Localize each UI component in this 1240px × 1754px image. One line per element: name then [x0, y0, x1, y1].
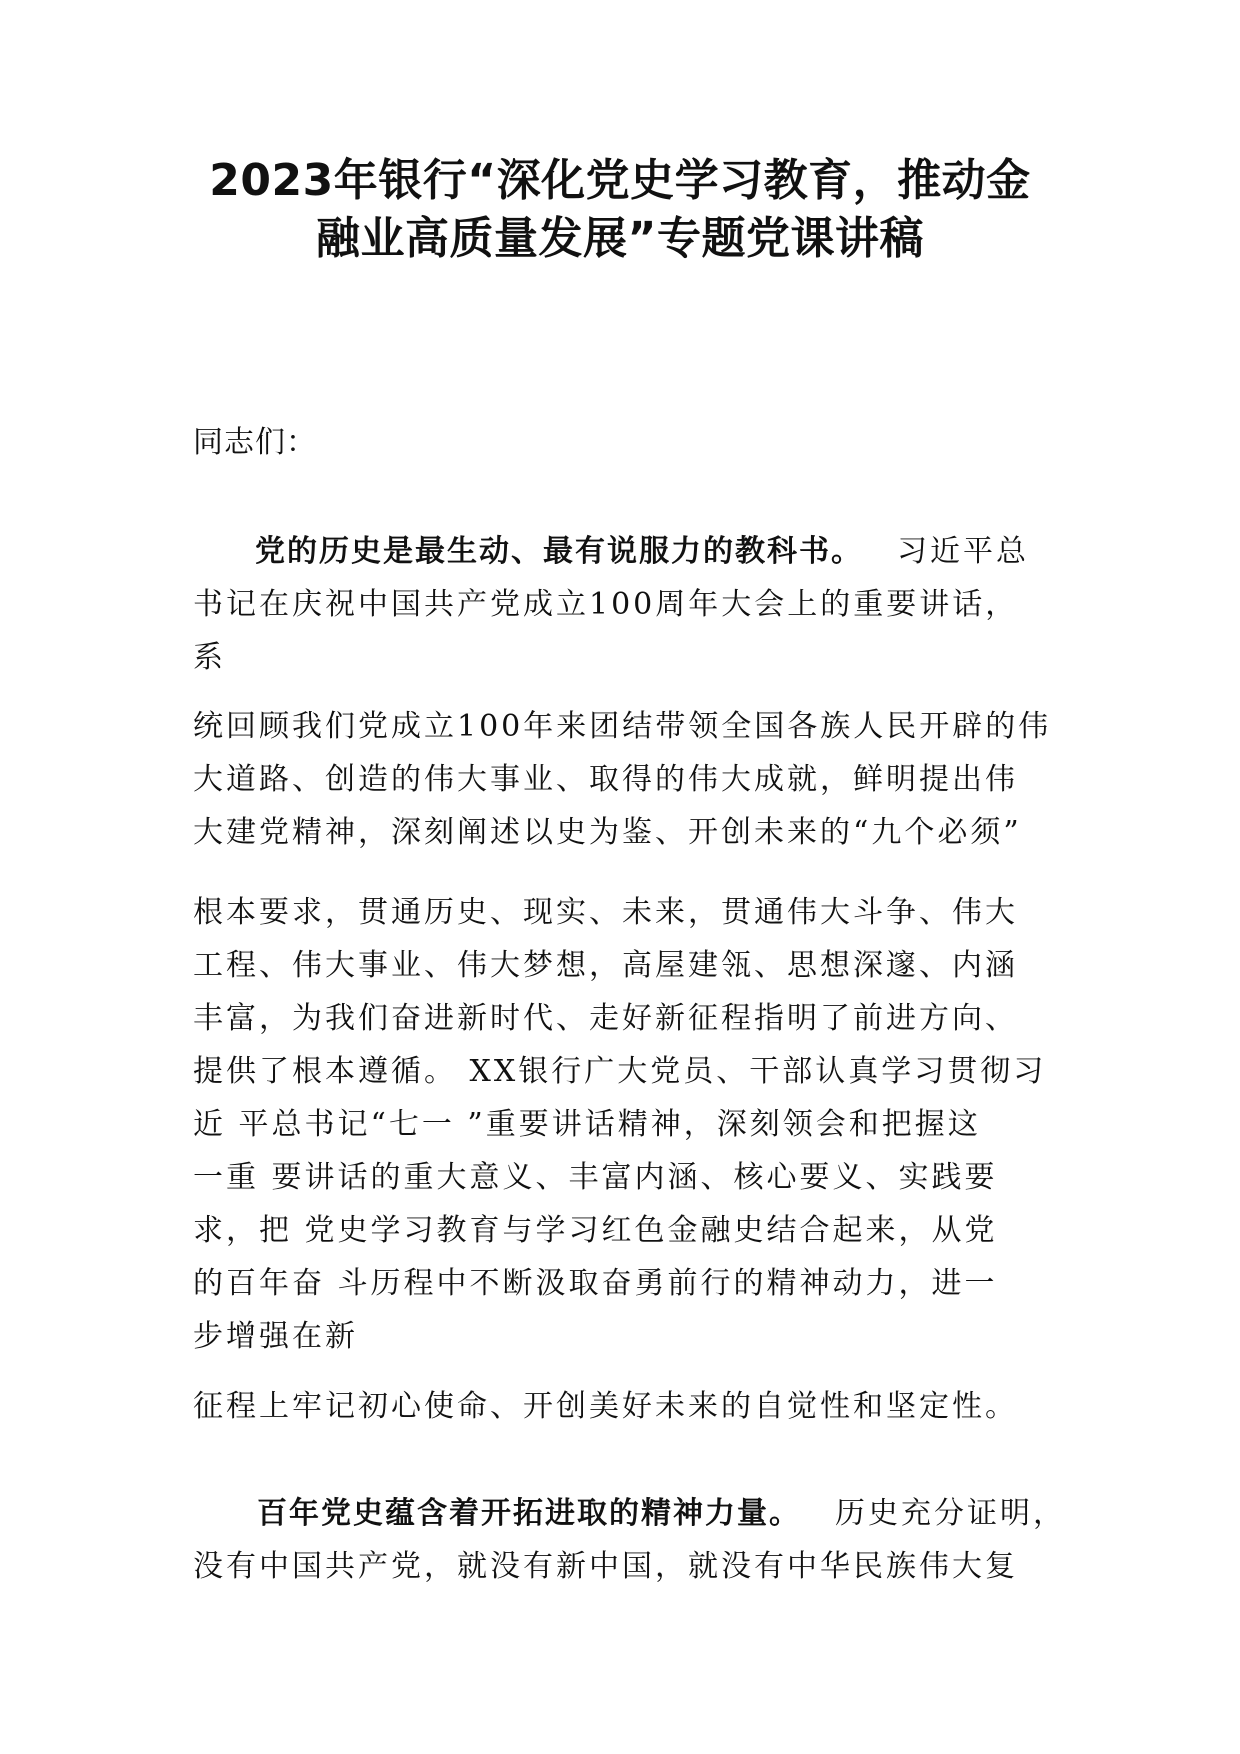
- paragraph-1-line-7: 根本要求，贯通历史、现实、未来，贯通伟大斗争、伟大: [193, 895, 1018, 930]
- salutation: 同志们：: [193, 425, 317, 460]
- paragraph-1-line-3: 系: [193, 640, 226, 675]
- paragraph-1-line-2: 书记在庆祝中国共产党成立100周年大会上的重要讲话，: [193, 587, 1019, 622]
- paragraph-1-line-12: 一重 要讲话的重大意义、丰富内涵、核心要义、实践要: [193, 1160, 998, 1195]
- paragraph-1-lead: 党的历史是最生动、最有说服力的教科书。: [255, 534, 863, 569]
- paragraph-1-line-14: 的百年奋 斗历程中不断汲取奋勇前行的精神动力，进一: [193, 1266, 998, 1301]
- paragraph-1-line-9: 丰富，为我们奋进新时代、走好新征程指明了前进方向、: [193, 1001, 1018, 1036]
- paragraph-1-line-6: 大建党精神，深刻阐述以史为鉴、开创未来的“九个必须”: [193, 815, 1022, 850]
- paragraph-1-line-5: 大道路、创造的伟大事业、取得的伟大成就，鲜明提出伟: [193, 762, 1018, 797]
- paragraph-1-line-13: 求，把 党史学习教育与学习红色金融史结合起来，从党: [193, 1213, 998, 1248]
- paragraph-1-line-8: 工程、伟大事业、伟大梦想，高屋建瓴、思想深邃、内涵: [193, 948, 1018, 983]
- paragraph-1-line-1-rest: 习近平总: [897, 534, 1029, 569]
- title-line-2: 融业高质量发展”专题党课讲稿: [316, 213, 924, 264]
- paragraph-1-line-15: 步增强在新: [193, 1319, 358, 1354]
- paragraph-2-line-1: [257, 1494, 1066, 1534]
- paragraph-1-line-4: 统回顾我们党成立100年来团结带领全国各族人民开辟的伟: [193, 709, 1052, 744]
- paragraph-1-line-11: 近 平总书记“七一 ”重要讲话精神，深刻领会和把握这: [193, 1107, 981, 1142]
- document-title: [0, 152, 1240, 268]
- paragraph-1-line-16: 征程上牢记初心使命、开创美好未来的自觉性和坚定性。: [193, 1389, 1018, 1424]
- title-line-1: 2023年银行“深化党史学习教育，推动金: [209, 155, 1031, 206]
- paragraph-1-line-10: 提供了根本遵循。 XX银行广大党员、干部认真学习贯彻习: [193, 1054, 1047, 1089]
- paragraph-2-lead: 百年党史蕴含着开拓进取的精神力量。: [257, 1496, 801, 1531]
- paragraph-1-line-1: [255, 532, 1029, 572]
- paragraph-2-line-1-rest: 历史充分证明，: [835, 1496, 1066, 1531]
- paragraph-2-line-2: 没有中国共产党，就没有新中国，就没有中华民族伟大复: [193, 1549, 1018, 1584]
